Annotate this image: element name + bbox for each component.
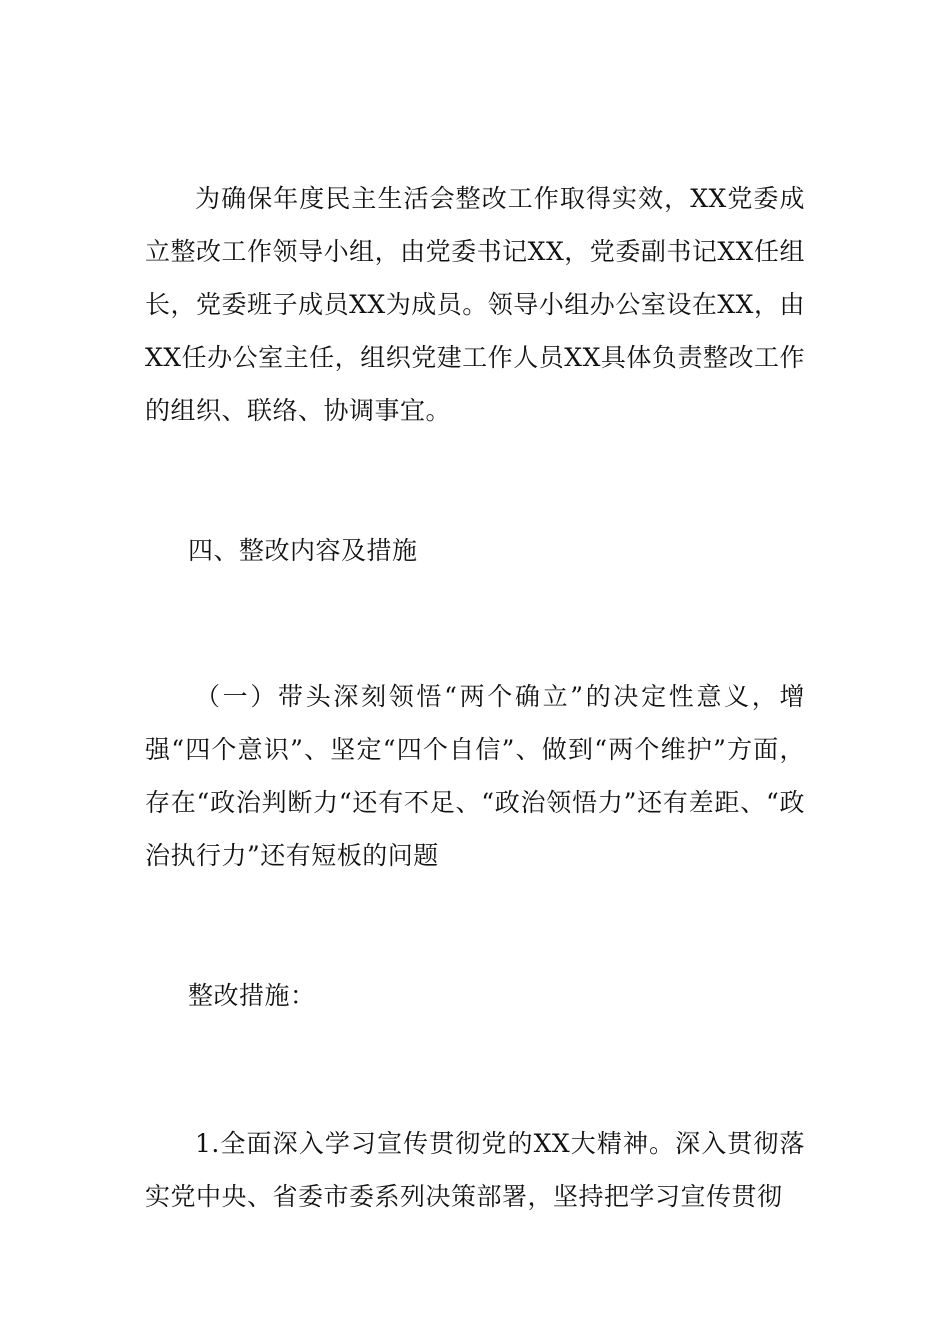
subsection-paragraph: （一）带头深刻领悟“两个确立”的决定性意义，增强“四个意识”、坚定“四个自信”、做到“两个维护”方面，存在“政治判断力“还有不足、“政治领悟力”还有差距、“政治执行力”还有短板的问题 — [145, 682, 805, 870]
paragraph-leadership-group: 为确保年度民主生活会整改工作取得实效，XX党委成立整改工作领导小组，由党委书记XX，党委副书记XX任组长，党委班子成员XX为成员。领导小组办公室设在XX，由XX任办公室主任，组织党建工作人员XX具体负责整改工作的组织、联络、协调事宜。 — [145, 184, 805, 425]
measure-paragraph: 1.全面深入学习宣传贯彻党的XX大精神。深入贯彻落实党中央、省委市委系列决策部署，坚持把学习宣传贯彻 — [145, 1129, 805, 1211]
measures-label: 整改措施： — [188, 981, 316, 1010]
section-heading: 四、整改内容及措施 — [188, 536, 418, 565]
